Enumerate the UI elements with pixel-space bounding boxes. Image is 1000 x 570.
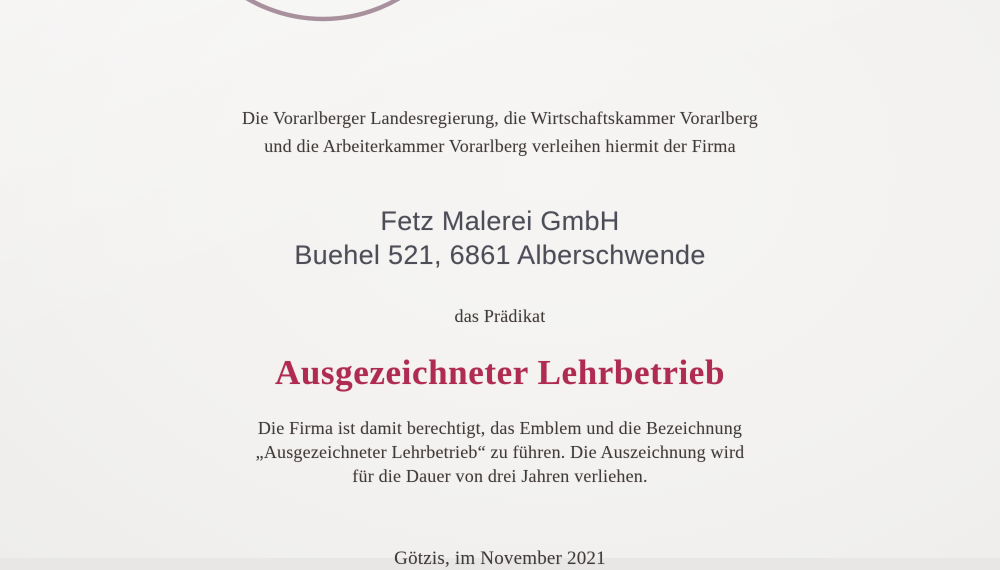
intro-line-1: Die Vorarlberger Landesregierung, die Wirtschaftskammer Vorarlberg [242, 108, 758, 128]
recipient-block [0, 204, 1000, 272]
recipient-company-name: Fetz Malerei GmbH [380, 206, 620, 236]
grant-paragraph [0, 416, 1000, 488]
award-title: Ausgezeichneter Lehrbetrieb [274, 353, 726, 393]
predicate-label: das Prädikat [454, 306, 546, 326]
place-and-date: Götzis, im November 2021 [394, 548, 606, 569]
intro-paragraph [0, 104, 1000, 160]
grant-line-3: für die Dauer von drei Jahren verliehen. [352, 466, 648, 486]
recipient-address: Buehel 521, 6861 Alberschwende [294, 240, 706, 270]
grant-line-1: Die Firma ist damit berechtigt, das Emblem und die Bezeichnung [257, 418, 743, 438]
grant-line-2: „Ausgezeichneter Lehrbetrieb“ zu führen. Die Auszeichnung wird [255, 442, 745, 462]
intro-line-2: und die Arbeiterkammer Vorarlberg verleihen hiermit der Firma [264, 136, 736, 156]
emblem-seal-arc-icon [0, 0, 500, 40]
